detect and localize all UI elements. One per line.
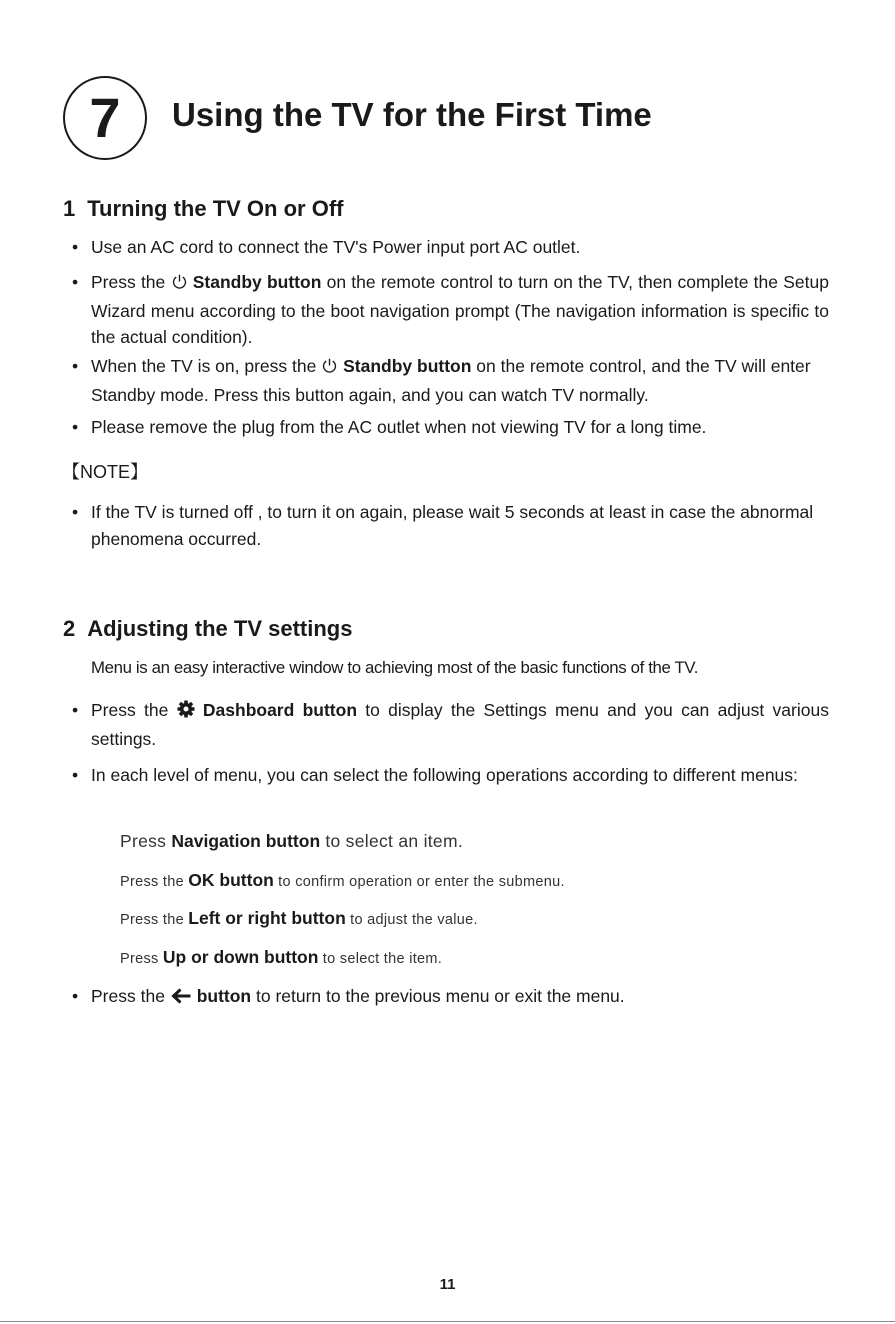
section-number: 1 bbox=[63, 196, 76, 221]
list-item bbox=[72, 269, 829, 349]
bullet-text: If the TV is turned off , to turn it on again, please wait 5 seconds at least in case the abnormal phenomena occurred. bbox=[91, 502, 814, 549]
operation-item: Press Navigation button to select an item. bbox=[120, 831, 463, 851]
list-item bbox=[72, 499, 829, 553]
list-item bbox=[72, 762, 829, 816]
bullet-dot: • bbox=[72, 765, 79, 785]
power-icon bbox=[171, 271, 188, 298]
list-item bbox=[72, 414, 829, 441]
gear-icon bbox=[177, 699, 195, 726]
page-number: 11 bbox=[439, 1276, 456, 1293]
section-heading-1 bbox=[63, 196, 343, 222]
bullet-text: Use an AC cord to connect the TV's Power input port AC outlet. bbox=[91, 237, 581, 257]
bullet-dot: • bbox=[72, 356, 79, 376]
bottom-divider bbox=[0, 1321, 895, 1322]
bullet-text: Press the Standby button on the remote control to turn on the TV, then complete the Setup Wizard menu according to the boot navigation prompt (The navigation information is specific to the actual condition). bbox=[91, 272, 829, 347]
bullet-dot: • bbox=[72, 986, 79, 1006]
standby-button-label: Standby button bbox=[343, 356, 472, 376]
bullet-dot: • bbox=[72, 237, 79, 257]
bullet-text: In each level of menu, you can select the following operations according to different menus: bbox=[91, 765, 798, 785]
back-button-label: button bbox=[196, 986, 252, 1006]
dashboard-button-label: Dashboard button bbox=[202, 700, 358, 720]
section-intro: Menu is an easy interactive window to achieving most of the basic functions of the TV. bbox=[91, 658, 699, 677]
standby-button-label: Standby button bbox=[192, 272, 322, 292]
back-arrow-icon bbox=[170, 985, 192, 1012]
operation-item: Press the Left or right button to adjust the value. bbox=[120, 908, 478, 928]
bullet-dot: • bbox=[72, 272, 79, 292]
operation-item: Press the OK button to confirm operation or enter the submenu. bbox=[120, 870, 565, 890]
chapter-title: Using the TV for the First Time bbox=[172, 96, 652, 133]
list-item bbox=[72, 983, 829, 1010]
list-item bbox=[72, 234, 829, 261]
bullet-text: Press the Dashboard button to display the Settings menu and you can adjust various settings. bbox=[91, 700, 829, 749]
section-title: Turning the TV On or Off bbox=[87, 196, 344, 221]
bullet-text: Please remove the plug from the AC outlet when not viewing TV for a long time. bbox=[91, 417, 707, 437]
chapter-number: 7 bbox=[89, 86, 121, 149]
power-icon bbox=[321, 355, 338, 382]
bullet-dot: • bbox=[72, 700, 79, 720]
list-item bbox=[72, 697, 829, 751]
bullet-text: When the TV is on, press the Standby button on the remote control, and the TV will enter Standby mode. Press this button again, and you can watch TV normally. bbox=[91, 356, 811, 405]
operation-item: Press Up or down button to select the item. bbox=[120, 947, 443, 967]
bullet-text: Press the button to return to the previous menu or exit the menu. bbox=[91, 983, 829, 1012]
section-title: Adjusting the TV settings bbox=[87, 616, 353, 641]
chapter-number-badge bbox=[63, 76, 147, 160]
note-label: 【NOTE】 bbox=[62, 462, 149, 482]
section-heading-2 bbox=[63, 616, 352, 642]
bullet-dot: • bbox=[72, 502, 79, 522]
list-item bbox=[72, 353, 829, 407]
bullet-dot: • bbox=[72, 417, 79, 437]
section-number: 2 bbox=[63, 616, 76, 641]
